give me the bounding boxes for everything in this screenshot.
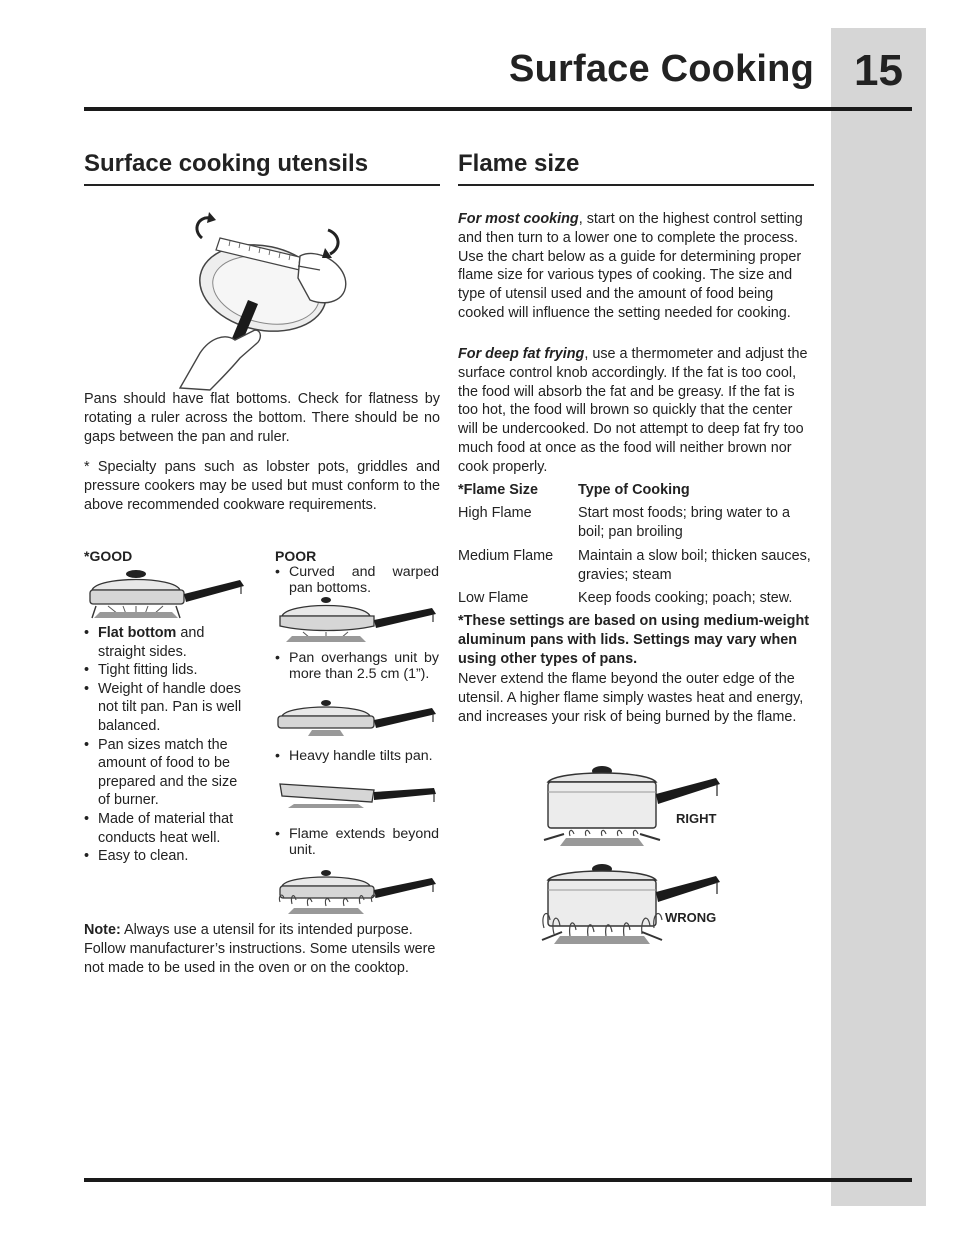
cooking-type-header: Type of Cooking [578,482,690,498]
good-features-list [84,624,250,866]
settings-note: *These settings are based on using medium-weight aluminum pans with lids. Settings may vary when using other types of pans. [458,613,810,667]
saucepan-right-flame-icon [540,764,730,854]
skillet-good-icon [88,566,248,622]
section-heading-flame-size: Flame size [458,150,580,177]
ruler-flatness-illustration [180,208,355,390]
poor-item-heavy-handle: • Heavy handle tilts pan. [275,748,439,764]
most-cooking-paragraph: For most cooking, start on the highest control setting and then turn to a lower one to complete the process. Use the chart below as a guide for determining proper flame size for various types of cooking. The size and type of utensil used and the amount of food being cooked will influence the setting needed for cooking. [458,211,803,321]
skillet-overhang-icon [278,698,440,738]
poor-label: POOR [275,548,317,564]
section-rule-utensils [84,184,440,186]
good-item-handle-weight: • Weight of handle does not tilt pan. Pan is well balanced. [84,680,250,736]
page-sidebar-tab [831,28,926,1206]
right-label: RIGHT [676,811,717,826]
footer-rule [84,1178,912,1182]
flame-size-header: *Flame Size [458,482,538,498]
good-item-material: • Made of material that conducts heat well. [84,810,250,847]
skillet-warped-icon [278,596,440,646]
poor-item-warped: • Curved and warped pan bottoms. [275,564,439,596]
deep-fat-frying-paragraph: For deep fat frying, use a thermometer and adjust the surface control knob accordingly. If the fat is too cool, the food will absorb the fat and be greasy. If the fat is too hot, the food will brown so quickly that the center will be undercooked. Do not attempt to deep fat fry too much food at once as the food will neither brown nor cook properly. [458,346,808,475]
good-item-easy-clean: • Easy to clean. [84,847,250,866]
good-item-flat-bottom: • Flat bottom and straight sides. [84,624,250,661]
section-heading-utensils: Surface cooking utensils [84,150,369,177]
flatness-paragraph: Pans should have flat bottoms. Check for flatness by rotating a ruler across the bottom. There should be no gaps between the pan and ruler. [84,391,440,445]
poor-item-overhang: • Pan overhangs unit by more than 2.5 cm (1”). [275,650,439,682]
good-label: *GOOD [84,548,133,564]
skillet-flame-extends-icon [278,868,440,916]
good-item-pan-size: • Pan sizes match the amount of food to be prepared and the size of burner. [84,736,250,810]
specialty-pans-paragraph: * Specialty pans such as lobster pots, griddles and pressure cookers may be used but must conform to the above recommended cookware requirements. [84,459,440,513]
saucepan-wrong-flame-icon [540,862,730,952]
section-rule-flame-size [458,184,814,186]
note-paragraph: Note: Always use a utensil for its intended purpose. Follow manufacturer’s instructions. Some utensils were not made to be used in the oven or on the cooktop. [84,922,436,976]
never-extend-paragraph: Never extend the flame beyond the outer edge of the utensil. A higher flame simply wastes heat and energy, and increases your risk of being burned by the flame. [458,671,804,725]
good-item-lids: • Tight fitting lids. [84,661,250,680]
wrong-label: WRONG [665,910,717,925]
poor-item-flame-extends: • Flame extends beyond unit. [275,826,439,858]
header-rule [84,107,912,111]
page-title: Surface Cooking [509,48,814,90]
page-number: 15 [854,46,903,95]
skillet-tilted-icon [278,780,440,810]
